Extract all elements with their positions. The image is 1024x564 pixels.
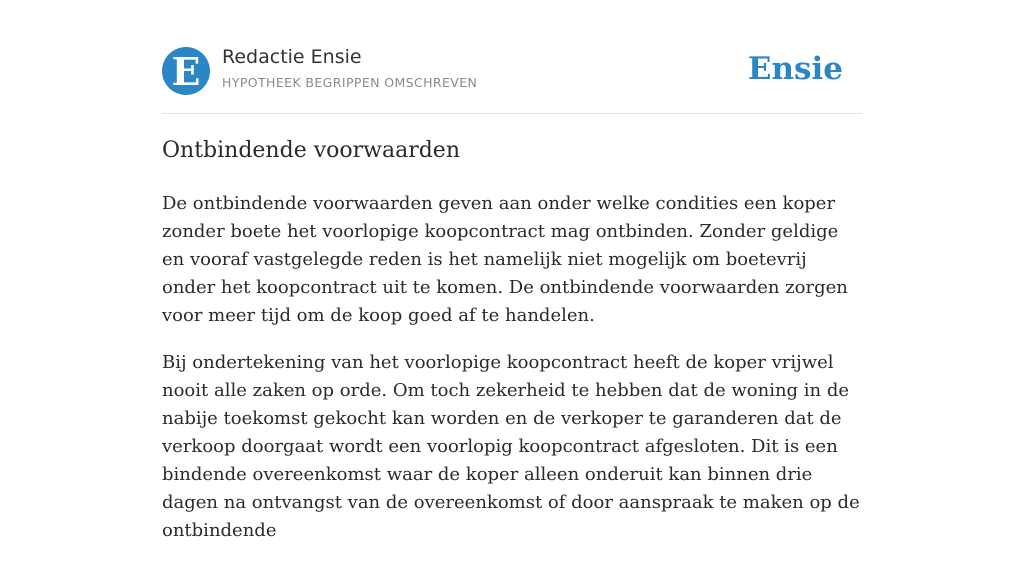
- article-header: [162, 0, 862, 114]
- article-title: Ontbindende voorwaarden: [162, 138, 460, 163]
- brand-logo[interactable]: Ensie: [747, 51, 843, 87]
- article-paragraph: De ontbindende voorwaarden geven aan onder welke condities een koper zonder boete het voorlopige koopcontract mag ontbinden. Zonder geldige en vooraf vastgelegde reden is het namelijk niet mogelijk om boetevrij onder het koopcontract uit te komen. De ontbindende voorwaarden zorgen voor meer tijd om de koop goed af te handelen.: [162, 193, 848, 326]
- article-card: [162, 0, 862, 541]
- author-name[interactable]: Redactie Ensie: [222, 46, 362, 68]
- category-label[interactable]: HYPOTHEEK BEGRIPPEN OMSCHREVEN: [222, 75, 478, 90]
- avatar[interactable]: [162, 47, 210, 95]
- article-body: [162, 190, 862, 564]
- ensie-logo-icon: E: [171, 49, 201, 94]
- article-paragraph: Bij ondertekening van het voorlopige koopcontract heeft de koper vrijwel nooit alle zaken op orde. Om toch zekerheid te hebben dat de woning in de nabije toekomst gekocht kan worden en de verkoper te garanderen dat de verkoop doorgaat wordt een voorlopig koopcontract afgesloten. Dit is een bindende overeenkomst waar de koper alleen onderuit kan binnen drie dagen na ontvangst van de overeenkomst of door aanspraak te maken op de ontbindende: [162, 352, 860, 541]
